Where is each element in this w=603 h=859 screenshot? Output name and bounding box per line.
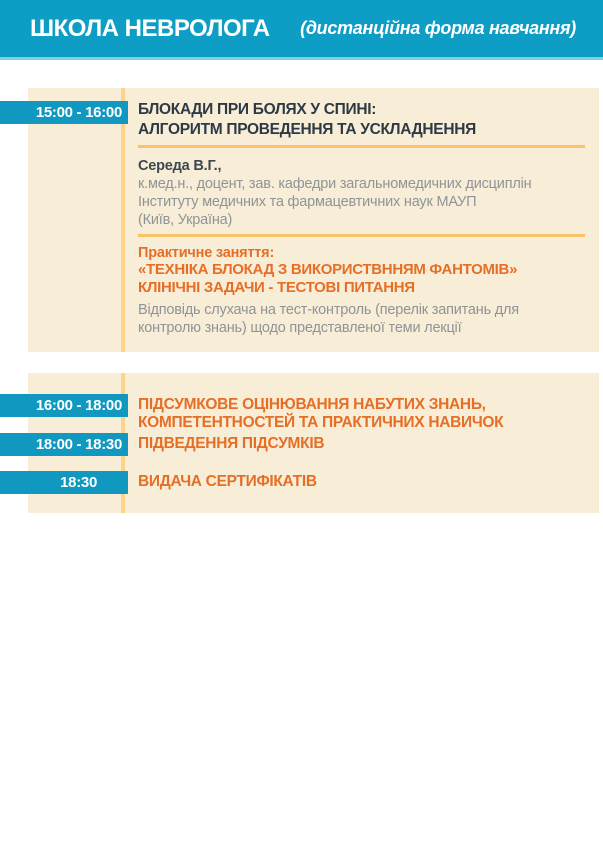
vertical-rule — [121, 88, 125, 352]
practice-title-line1: «ТЕХНІКА БЛОКАД З ВИКОРИСТВННЯМ ФАНТОМІВ» — [138, 261, 518, 278]
practice-description — [138, 301, 585, 337]
page-subtitle: (дистанційна форма навчання) — [300, 18, 576, 38]
speaker-desc-line2: Інституту медичних та фармацевтичних наук МАУП — [138, 194, 477, 210]
speaker-desc-line3: (Київ, Україна) — [138, 212, 233, 228]
speaker-name: Середа В.Г., — [138, 158, 222, 174]
page-header — [0, 0, 603, 60]
session3-time: 18:00 - 18:30 — [35, 436, 122, 453]
speaker-desc-line1: к.мед.н., доцент, зав. кафедри загальномедичних дисциплін — [138, 176, 532, 192]
session1-time: 15:00 - 16:00 — [35, 104, 122, 121]
page-title: ШКОЛА НЕВРОЛОГА — [30, 14, 270, 42]
speaker-description — [138, 175, 585, 229]
session3-title: ПІДВЕДЕННЯ ПІДСУМКІВ — [138, 435, 325, 452]
practice-label: Практичне заняття: — [138, 245, 275, 261]
separator-rule — [138, 145, 585, 148]
session1-timebar — [0, 101, 128, 124]
session1-title-line2: АЛГОРИТМ ПРОВЕДЕННЯ ТА УСКЛАДНЕННЯ — [138, 121, 476, 138]
closing-sessions-panel — [28, 373, 599, 513]
session4-timebar — [0, 471, 128, 494]
session1-title — [138, 100, 585, 140]
session2-title — [138, 396, 585, 432]
session2-title-line1: ПІДСУМКОВЕ ОЦІНЮВАННЯ НАБУТИХ ЗНАНЬ, — [138, 396, 486, 413]
practice-title — [138, 261, 585, 297]
session1-content — [138, 100, 585, 337]
session4-title: ВИДАЧА СЕРТИФІКАТІВ — [138, 473, 317, 490]
session1-panel — [28, 88, 599, 352]
session2-title-line2: КОМПЕТЕНТНОСТЕЙ ТА ПРАКТИЧНИХ НАВИЧОК — [138, 414, 504, 431]
session4-time: 18:30 — [60, 474, 97, 491]
session2-timebar — [0, 394, 128, 417]
separator-rule — [138, 234, 585, 237]
practice-desc-line2: контролю знань) щодо представленої теми лекції — [138, 320, 462, 336]
session1-title-line1: БЛОКАДИ ПРИ БОЛЯХ У СПИНІ: — [138, 101, 377, 118]
session2-time: 16:00 - 18:00 — [35, 397, 122, 414]
session3-timebar — [0, 433, 128, 456]
practice-desc-line1: Відповідь слухача на тест-контроль (перелік запитань для — [138, 302, 519, 318]
practice-title-line2: КЛІНІЧНІ ЗАДАЧИ - ТЕСТОВІ ПИТАННЯ — [138, 279, 415, 296]
